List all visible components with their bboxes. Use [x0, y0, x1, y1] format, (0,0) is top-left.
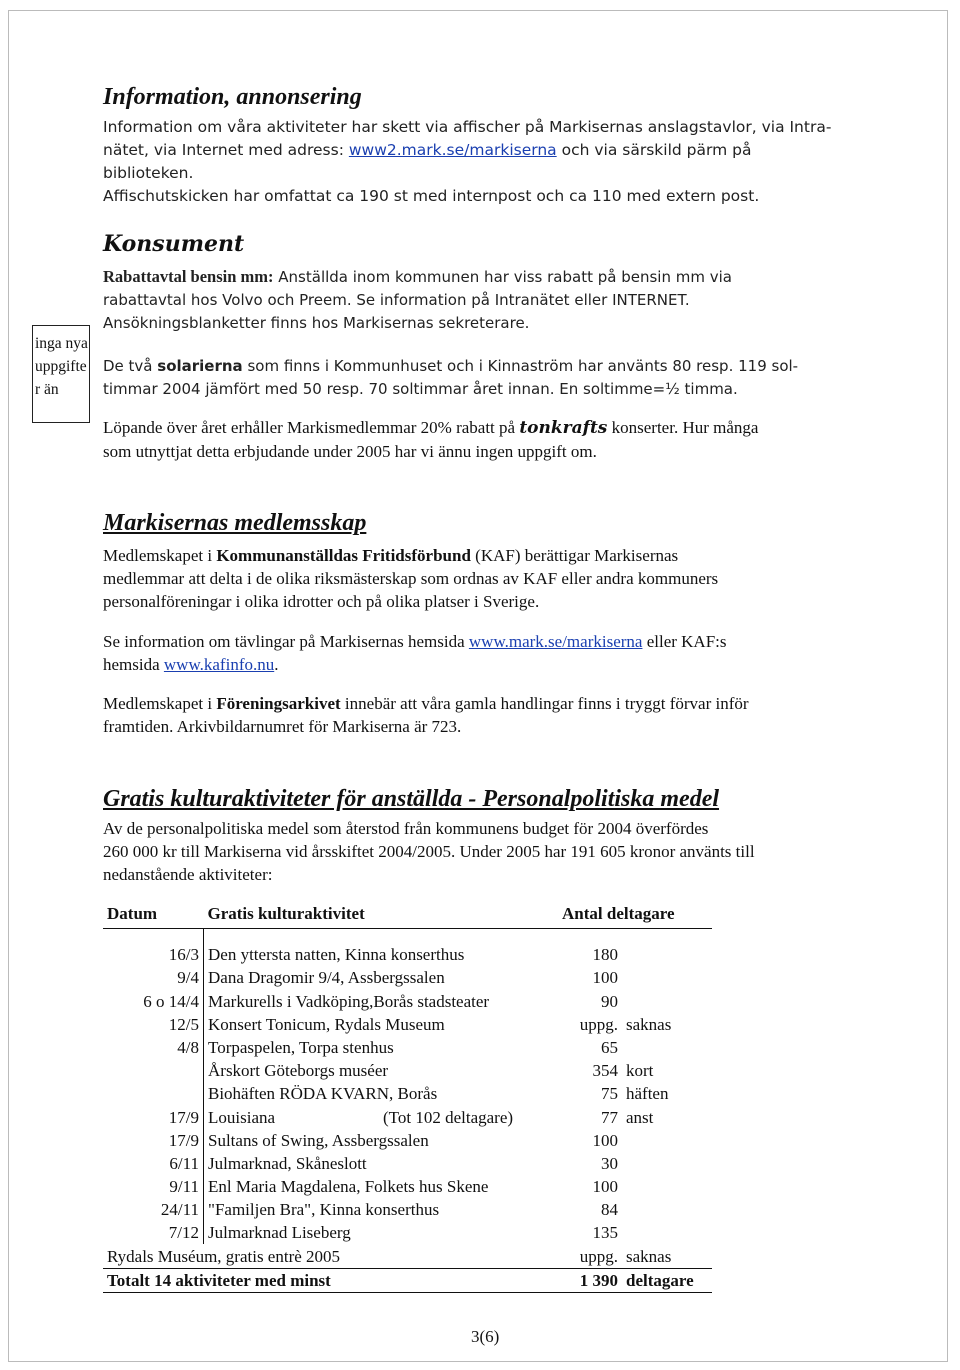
table-row [103, 1105, 712, 1128]
row-activity: Konsert Tonicum, Rydals Museum [208, 1014, 445, 1034]
bensin-line-3: Ansökningsblanketter finns hos Markisernas sekreterare. [103, 314, 530, 332]
row-note [622, 1036, 712, 1059]
row-activity: Julmarknad Liseberg [208, 1223, 351, 1243]
solarium-post: som finns i Kommunhuset och i Kinnaström har använts 80 resp. 119 sol- [242, 357, 799, 375]
medlemskap-paragraph-3 [103, 692, 863, 738]
bensin-text-1: Anställda inom kommunen har viss rabatt på bensin mm via [273, 268, 732, 286]
row-activity: Markurells i Vadköping,Borås stadsteater [208, 991, 490, 1011]
row-activity: Den yttersta natten, Kinna konserthus [208, 945, 465, 965]
table-row-total [103, 1268, 712, 1292]
kultur-heading: Gratis kulturaktiviteter för anställda - Personalpolitiska medel [103, 786, 720, 812]
bensin-line-2: rabattavtal hos Volvo och Preem. Se information på Intranätet eller INTERNET. [103, 291, 690, 309]
solarium-pre: De två [103, 357, 158, 375]
tonkraft-pre: Löpande över året erhåller Markismedlemmar 20% rabatt på [103, 418, 520, 437]
row-activity: Enl Maria Magdalena, Folkets hus Skene [208, 1177, 489, 1197]
row-count: 77 [601, 1107, 618, 1127]
table-row [103, 1152, 712, 1175]
page-number: 3(6) [471, 1327, 500, 1346]
table-row [103, 966, 712, 989]
table-row [103, 1198, 712, 1221]
rydals-count: uppg. [558, 1244, 622, 1268]
row-note [622, 989, 712, 1012]
table-row [103, 1221, 712, 1244]
konsument-solarium-paragraph [103, 355, 843, 401]
kultur-paragraph [103, 817, 883, 886]
margin-comment-box [32, 325, 90, 423]
medlemskap-paragraph-1 [103, 544, 863, 613]
tonkrafts-brand: tonkrafts [519, 418, 608, 438]
medlemskap-p1-line-3: personalföreningar i olika idrotter och på olika platser i Sverige. [103, 592, 540, 611]
row-date: 6/11 [103, 1152, 204, 1175]
rydals-label: Rydals Muséum, gratis entrè 2005 [103, 1244, 558, 1268]
row-note: anst [626, 1107, 654, 1127]
row-date: 9/4 [103, 966, 204, 989]
row-activity: "Familjen Bra", Kinna konserthus [208, 1200, 440, 1220]
margin-comment-line-1: inga nya [35, 335, 88, 352]
medlemskap-p2-mid: eller KAF:s [642, 632, 727, 651]
table-row [103, 1082, 712, 1105]
row-date [103, 1082, 204, 1105]
row-activity-extra: (Tot 102 deltagare) [383, 1107, 514, 1127]
row-note [622, 1152, 712, 1175]
margin-comment-line-2: uppgifte [35, 358, 87, 375]
table-spacer-row [103, 929, 712, 944]
activities-table-body [103, 929, 712, 1245]
total-note: deltagare [622, 1268, 712, 1292]
medlemskap-p1-line-1 [103, 544, 863, 567]
bensin-label: Rabattavtal bensin mm: [103, 267, 274, 286]
medlemskap-p3-post: innebär att våra gamla handlingar finns i tryggt förvar inför [340, 694, 749, 713]
rydals-note: saknas [622, 1244, 712, 1268]
total-label: Totalt 14 aktiviteter med minst [103, 1268, 558, 1292]
kaf-bold: Kommunanställdas Fritidsförbund [216, 546, 471, 565]
info-link-www2[interactable]: www2.mark.se/markiserna [348, 141, 557, 159]
info-line-3: Affischutskicken har omfattat ca 190 st med internpost och ca 110 med extern post. [103, 187, 760, 205]
margin-comment-line-3: r än [35, 381, 59, 398]
medlemskap-heading: Markisernas medlemsskap [103, 510, 367, 536]
kafinfo-link[interactable]: www.kafinfo.nu [163, 655, 275, 674]
row-note [622, 943, 712, 966]
medlemskap-p2-pre: Se information om tävlingar på Markisernas hemsida [103, 632, 469, 651]
row-count: 30 [601, 1153, 618, 1173]
table-row [103, 989, 712, 1012]
medlemskap-p3-line-2: framtiden. Arkivbildarnumret för Markiserna är 723. [103, 717, 462, 736]
row-note [622, 1221, 712, 1244]
table-row [103, 1175, 712, 1198]
kultur-line-2: 260 000 kr till Markiserna vid årsskiftet 2004/2005. Under 2005 har 191 605 kronor använts till [103, 842, 755, 861]
medlemskap-p3-line-1 [103, 692, 863, 715]
row-date: 17/9 [103, 1129, 204, 1152]
solarium-bold: solarierna [157, 357, 243, 375]
row-note: kort [626, 1061, 654, 1081]
header-antal: Antal deltagare [558, 898, 712, 929]
solarium-line-1 [103, 355, 843, 378]
row-count: 100 [592, 1177, 618, 1197]
kultur-line-3: nedanstående aktiviteter: [103, 865, 273, 884]
header-aktivitet: Gratis kulturaktivitet [204, 898, 559, 929]
row-date: 7/12 [103, 1221, 204, 1244]
row-date [103, 1059, 204, 1082]
header-datum: Datum [103, 898, 204, 929]
table-row [103, 1036, 712, 1059]
table-row [103, 943, 712, 966]
foreningsarkivet-bold: Föreningsarkivet [216, 694, 341, 713]
konsument-bensin-paragraph [103, 265, 843, 335]
row-date: 17/9 [103, 1105, 204, 1128]
row-count: 100 [592, 1130, 618, 1150]
konsument-heading: Konsument [103, 231, 245, 257]
info-paragraph [103, 116, 843, 208]
row-date: 16/3 [103, 943, 204, 966]
row-date: 9/11 [103, 1175, 204, 1198]
row-note: saknas [626, 1014, 672, 1034]
row-date: 24/11 [103, 1198, 204, 1221]
row-date: 6 o 14/4 [103, 989, 204, 1012]
info-line-2 [103, 139, 843, 185]
row-activity: Julmarknad, Skåneslott [208, 1153, 367, 1173]
row-count: 84 [601, 1200, 618, 1220]
tonkraft-line-2: som utnyttjat detta erbjudande under 2005 har vi ännu ingen uppgift om. [103, 442, 597, 461]
row-note [622, 1198, 712, 1221]
row-count: 65 [601, 1037, 618, 1057]
row-note: häften [626, 1084, 669, 1104]
row-count: uppg. [579, 1014, 618, 1034]
row-count: 100 [592, 968, 618, 988]
activities-table [103, 898, 712, 1293]
row-note [622, 966, 712, 989]
tonkraft-line-1 [103, 416, 863, 440]
bensin-line-1 [103, 265, 843, 289]
tonkraft-post: konserter. Hur många [607, 418, 759, 437]
table-row [103, 1013, 712, 1036]
row-activity: Sultans of Swing, Assbergssalen [208, 1130, 429, 1150]
row-note [622, 1175, 712, 1198]
row-count: 180 [592, 945, 618, 965]
row-date: 12/5 [103, 1013, 204, 1036]
medlemskap-p2-line-1 [103, 630, 863, 653]
konsument-tonkraft-paragraph [103, 416, 863, 463]
medlemskap-p1-post: (KAF) berättigar Markisernas [470, 546, 679, 565]
info-line-2-pre: nätet, via Internet med adress: [103, 141, 349, 159]
row-activity: Biohäften RÖDA KVARN, Borås [208, 1084, 438, 1104]
row-activity [204, 1105, 559, 1128]
total-count: 1 390 [558, 1268, 622, 1292]
row-activity: Årskort Göteborgs muséer [208, 1061, 389, 1081]
row-activity-main: Louisiana [208, 1107, 276, 1127]
info-heading: Information, annonsering [103, 84, 362, 110]
row-count: 75 [601, 1084, 618, 1104]
medlemskap-p3-pre: Medlemskapet i [103, 694, 217, 713]
info-line-1: Information om våra aktiviteter har skett via affischer på Markisernas anslagstavlor, via Intra- [103, 118, 832, 136]
kultur-line-1: Av de personalpolitiska medel som återstod från kommunens budget för 2004 överfördes [103, 819, 709, 838]
activities-table-footer [103, 1244, 712, 1292]
table-row-rydals [103, 1244, 712, 1268]
info-line-2-post: och via särskild pärm på biblioteken. [103, 141, 752, 182]
medlemskap-p1-line-2: medlemmar att delta i de olika riksmästerskap som ordnas av KAF eller andra kommuners [103, 569, 719, 588]
medlemskap-p2-line-2 [103, 653, 863, 676]
medlemskap-p2-line-2-pre: hemsida [103, 655, 164, 674]
markiserna-link[interactable]: www.mark.se/markiserna [468, 632, 643, 651]
medlemskap-p2-line-2-post: . [274, 655, 279, 674]
table-row [103, 1129, 712, 1152]
medlemskap-paragraph-2 [103, 630, 863, 676]
medlemskap-p1-pre: Medlemskapet i [103, 546, 217, 565]
table-row [103, 1059, 712, 1082]
solarium-line-2: timmar 2004 jämfört med 50 resp. 70 soltimmar året innan. En soltimme=½ timma. [103, 380, 738, 398]
row-activity: Dana Dragomir 9/4, Assbergssalen [208, 968, 445, 988]
row-count: 135 [592, 1223, 618, 1243]
row-count: 354 [592, 1061, 618, 1081]
table-header-row [103, 898, 712, 929]
row-activity: Torpaspelen, Torpa stenhus [208, 1037, 394, 1057]
row-count: 90 [601, 991, 618, 1011]
row-note [622, 1129, 712, 1152]
row-date: 4/8 [103, 1036, 204, 1059]
